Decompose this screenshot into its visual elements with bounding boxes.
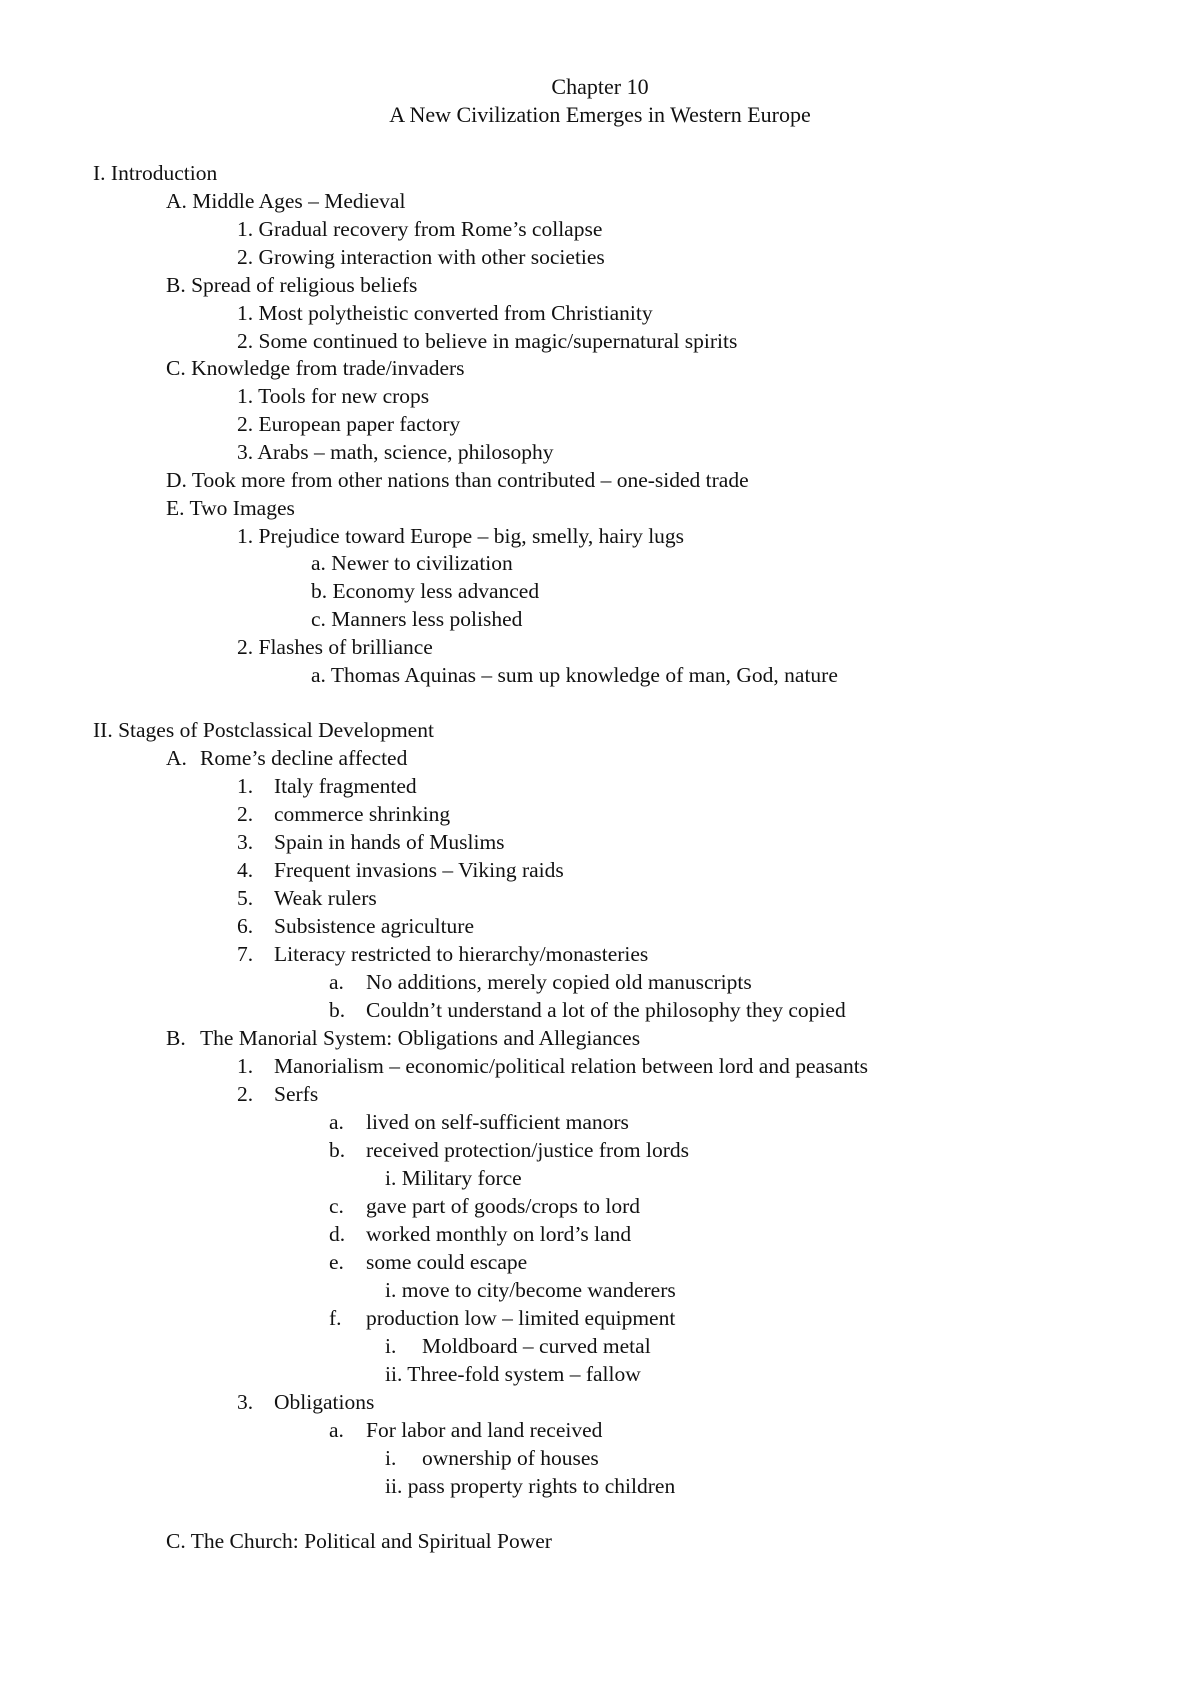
outline-line — [329, 1136, 689, 1164]
outline-marker: 7. — [237, 942, 254, 966]
outline-line — [311, 577, 539, 605]
outline-text: a. Newer to civilization — [311, 551, 513, 575]
outline-line — [166, 1527, 552, 1555]
outline-line — [237, 215, 602, 243]
outline-marker: c. — [329, 1194, 344, 1218]
outline-line — [385, 1332, 651, 1360]
outline-text: ii. Three-fold system – fallow — [385, 1362, 641, 1386]
outline-text: 1. Gradual recovery from Rome’s collapse — [237, 217, 603, 241]
outline-marker: i. — [385, 1446, 397, 1470]
outline-text: Literacy restricted to hierarchy/monasteries — [274, 942, 649, 966]
outline-line — [237, 382, 429, 410]
outline-text: 2. European paper factory — [237, 412, 461, 436]
outline-marker: a. — [329, 970, 344, 994]
outline-marker: f. — [329, 1306, 342, 1330]
outline-line — [237, 884, 377, 912]
outline-line — [166, 466, 749, 494]
outline-text: Serfs — [274, 1082, 319, 1106]
outline-line — [166, 271, 417, 299]
outline-text: The Manorial System: Obligations and Allegiances — [200, 1026, 641, 1050]
outline-text: lived on self-sufficient manors — [366, 1110, 629, 1134]
outline-text: 1. Tools for new crops — [237, 384, 430, 408]
outline-text: 3. Arabs – math, science, philosophy — [237, 440, 554, 464]
outline-line — [93, 159, 217, 187]
outline-marker: 1. — [237, 1054, 254, 1078]
outline-text: 2. Growing interaction with other societies — [237, 245, 605, 269]
outline-line — [237, 912, 474, 940]
outline-marker: 3. — [237, 830, 254, 854]
outline-marker: a. — [329, 1418, 344, 1442]
outline-text: D. Took more from other nations than contributed – one-sided trade — [166, 468, 749, 492]
outline-text: II. Stages of Postclassical Development — [93, 718, 434, 742]
outline-line — [237, 438, 553, 466]
outline-text: Frequent invasions – Viking raids — [274, 858, 564, 882]
outline-text: a. Thomas Aquinas – sum up knowledge of man, God, nature — [311, 663, 838, 687]
outline-line — [237, 327, 737, 355]
outline-line — [237, 633, 433, 661]
outline-text: Weak rulers — [274, 886, 377, 910]
outline-line — [166, 187, 405, 215]
outline-line — [93, 716, 434, 744]
outline-text: Manorialism – economic/political relation between lord and peasants — [274, 1054, 869, 1078]
outline-line — [311, 549, 513, 577]
outline-line — [166, 744, 407, 772]
outline-line — [385, 1472, 675, 1500]
outline-text: ownership of houses — [422, 1446, 599, 1470]
outline-text: ii. pass property rights to children — [385, 1474, 676, 1498]
outline-line — [385, 1360, 641, 1388]
outline-marker: e. — [329, 1250, 344, 1274]
outline-line — [237, 1388, 374, 1416]
outline-line — [237, 940, 648, 968]
outline-text: Moldboard – curved metal — [422, 1334, 651, 1358]
outline-line — [311, 605, 522, 633]
outline-marker: b. — [329, 1138, 346, 1162]
outline-line — [237, 800, 450, 828]
outline-text: B. Spread of religious beliefs — [166, 273, 418, 297]
outline-text: 1. Prejudice toward Europe – big, smelly, hairy lugs — [237, 524, 685, 548]
outline-line — [166, 494, 295, 522]
outline-text: 1. Most polytheistic converted from Christianity — [237, 301, 653, 325]
outline-line — [166, 354, 465, 382]
outline-text: production low – limited equipment — [366, 1306, 676, 1330]
outline-text: I. Introduction — [93, 161, 218, 185]
outline-line — [237, 828, 505, 856]
outline-line — [237, 299, 653, 327]
outline-marker: 2. — [237, 1082, 254, 1106]
outline-line — [311, 661, 838, 689]
outline-marker: A. — [166, 746, 187, 770]
outline-line — [237, 522, 684, 550]
outline-line — [237, 856, 564, 884]
outline-text: A. Middle Ages – Medieval — [166, 189, 406, 213]
outline-line — [329, 996, 846, 1024]
outline-line — [329, 1416, 602, 1444]
outline-marker: b. — [329, 998, 346, 1022]
outline-marker: B. — [166, 1026, 186, 1050]
outline-text: i. move to city/become wanderers — [385, 1278, 676, 1302]
outline-text: gave part of goods/crops to lord — [366, 1194, 641, 1218]
outline-line — [166, 1024, 640, 1052]
outline-text: Spain in hands of Muslims — [274, 830, 505, 854]
outline-text: 2. Some continued to believe in magic/supernatural spirits — [237, 329, 738, 353]
outline-text: b. Economy less advanced — [311, 579, 540, 603]
outline-line — [329, 1220, 631, 1248]
outline-marker: i. — [385, 1334, 397, 1358]
outline-text: Subsistence agriculture — [274, 914, 475, 938]
outline-line — [329, 1304, 675, 1332]
outline-marker: 1. — [237, 774, 254, 798]
outline-line — [237, 243, 605, 271]
outline-text: C. Knowledge from trade/invaders — [166, 356, 465, 380]
outline-marker: 2. — [237, 802, 254, 826]
outline-text: For labor and land received — [366, 1418, 603, 1442]
outline-marker: 6. — [237, 914, 254, 938]
outline-line — [329, 968, 752, 996]
outline-marker: d. — [329, 1222, 346, 1246]
outline-line — [385, 1164, 522, 1192]
outline-line — [237, 1052, 868, 1080]
outline-text: i. Military force — [385, 1166, 522, 1190]
outline-line — [385, 1276, 676, 1304]
outline-text: commerce shrinking — [274, 802, 451, 826]
outline-text: worked monthly on lord’s land — [366, 1222, 632, 1246]
outline-text: received protection/justice from lords — [366, 1138, 689, 1162]
outline-line — [329, 1108, 629, 1136]
outline-marker: 4. — [237, 858, 254, 882]
outline-line — [385, 1444, 599, 1472]
chapter-number: Chapter 10 — [551, 74, 649, 99]
outline-line — [237, 772, 417, 800]
outline-text: Italy fragmented — [274, 774, 417, 798]
outline-text: E. Two Images — [166, 496, 295, 520]
chapter-title: A New Civilization Emerges in Western Europe — [389, 102, 811, 127]
outline-text: Obligations — [274, 1390, 375, 1414]
outline-marker: 3. — [237, 1390, 254, 1414]
outline-text: 2. Flashes of brilliance — [237, 635, 433, 659]
outline-line — [329, 1248, 527, 1276]
outline-line — [329, 1192, 640, 1220]
outline-text: some could escape — [366, 1250, 528, 1274]
outline-text: C. The Church: Political and Spiritual Power — [166, 1529, 552, 1553]
outline-marker: 5. — [237, 886, 254, 910]
outline-line — [237, 410, 460, 438]
outline-marker: a. — [329, 1110, 344, 1134]
outline-line — [237, 1080, 318, 1108]
outline-text: No additions, merely copied old manuscripts — [366, 970, 752, 994]
outline-text: Rome’s decline affected — [200, 746, 408, 770]
outline-text: c. Manners less polished — [311, 607, 523, 631]
outline-text: Couldn’t understand a lot of the philosophy they copied — [366, 998, 846, 1022]
